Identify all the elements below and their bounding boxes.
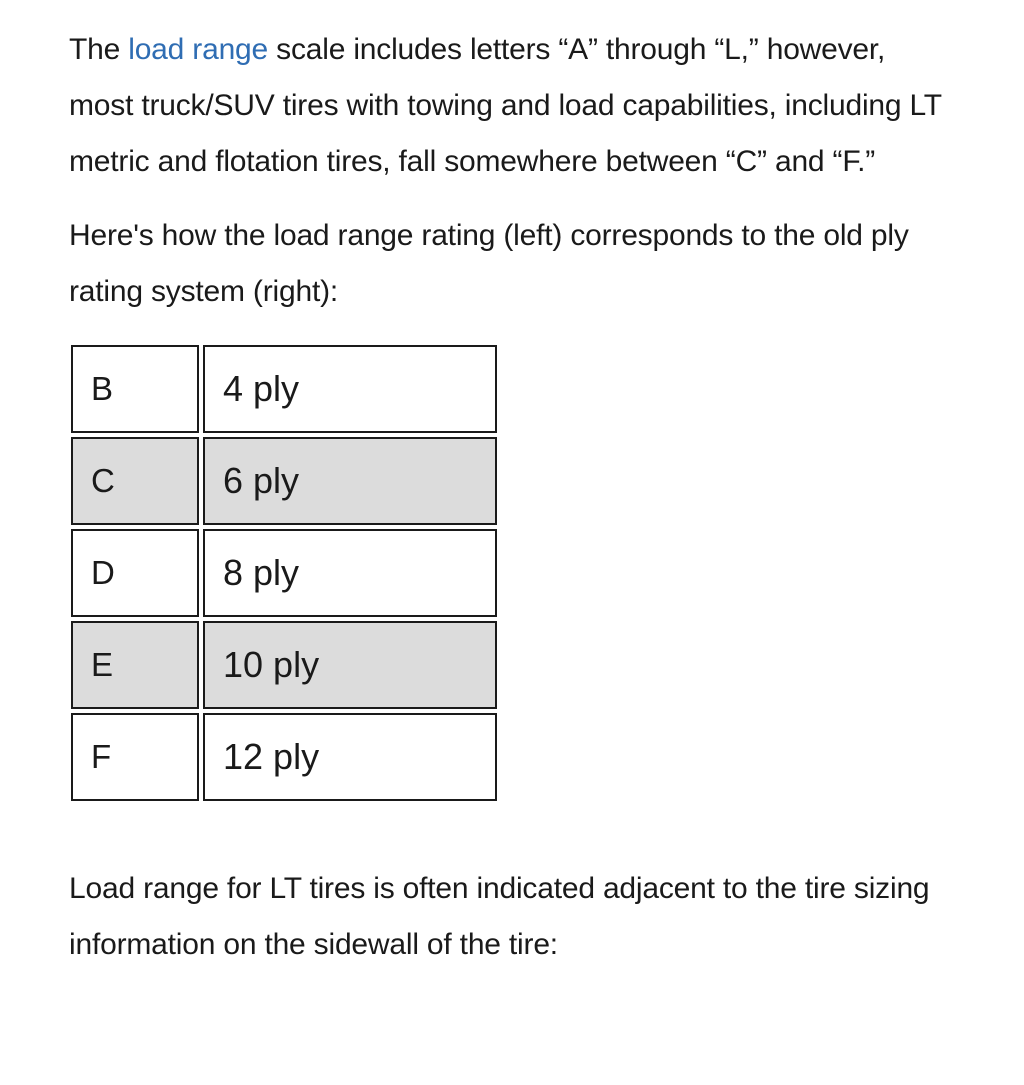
table-row (71, 345, 497, 433)
load-range-ply-table (67, 341, 501, 805)
table-row (71, 437, 497, 525)
ply-rating-cell: 8 ply (203, 529, 497, 617)
intro-text-after: scale includes letters “A” through “L,” however, most truck/SUV tires with towing and load capabilities, including LT metric and flotation tires, fall somewhere between “C” and “F.” (69, 33, 942, 178)
load-range-cell: B (71, 345, 199, 433)
ply-rating-cell: 4 ply (203, 345, 497, 433)
ply-rating-cell: 12 ply (203, 713, 497, 801)
intro-text-before: The (69, 33, 129, 66)
load-range-link[interactable]: load range (128, 33, 269, 66)
explanation-paragraph: Here's how the load range rating (left) corresponds to the old ply rating system (right): (69, 219, 909, 308)
load-range-cell: D (71, 529, 199, 617)
load-range-cell: F (71, 713, 199, 801)
ply-rating-cell: 6 ply (203, 437, 497, 525)
article-body (69, 22, 949, 973)
table-row (71, 621, 497, 709)
table-row (71, 713, 497, 801)
ply-rating-cell: 10 ply (203, 621, 497, 709)
load-range-cell: C (71, 437, 199, 525)
closing-paragraph: Load range for LT tires is often indicated adjacent to the tire sizing information on the sidewall of the tire: (69, 872, 930, 961)
table-row (71, 529, 497, 617)
intro-paragraph (69, 22, 949, 190)
load-range-cell: E (71, 621, 199, 709)
